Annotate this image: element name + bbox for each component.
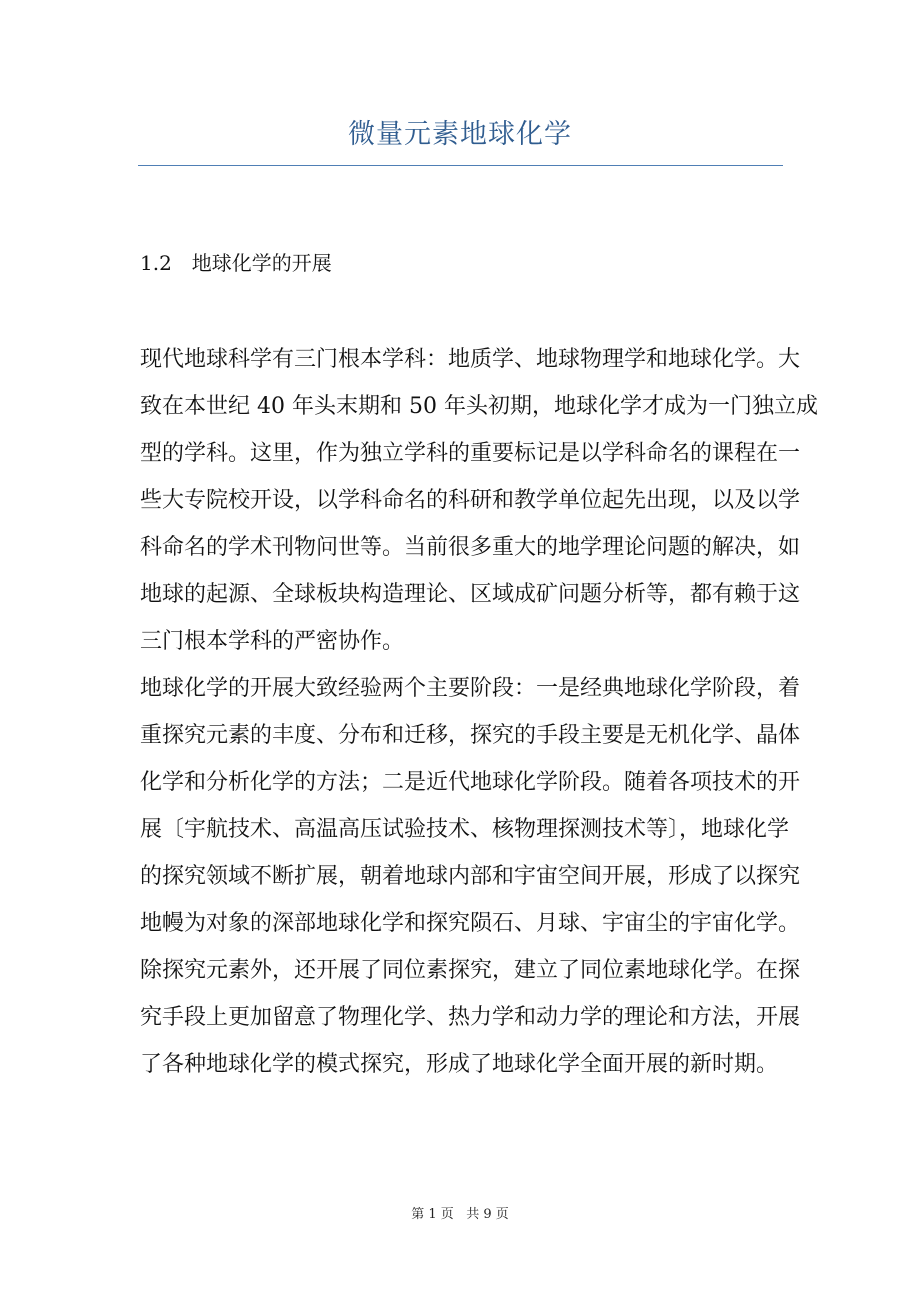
text-line: 现代地球科学有三门根本学科：地质学、地球物理学和地球化学。大 [140, 347, 801, 372]
text-line: 型的学科。这里，作为独立学科的重要标记是以学科命名的课程在一 [140, 441, 801, 466]
text-line: 科命名的学术刊物问世等。当前很多重大的地学理论问题的解决，如 [140, 535, 801, 560]
text-line: 了各种地球化学的模式探究，形成了地球化学全面开展的新时期。 [140, 1052, 779, 1077]
text-line: 些大专院校开设，以学科命名的科研和教学单位起先出现，以及以学 [140, 488, 801, 513]
text-line: 除探究元素外，还开展了同位素探究，建立了同位素地球化学。在探 [140, 958, 801, 983]
text-line: 地幔为对象的深部地球化学和探究陨石、月球、宇宙尘的宇宙化学。 [140, 911, 801, 936]
text-line: 三门根本学科的严密协作。 [140, 629, 405, 654]
page-footer: 第 1 页 共 9 页 [411, 1207, 509, 1222]
text-line: 地球化学的开展大致经验两个主要阶段：一是经典地球化学阶段，着 [140, 676, 801, 701]
text-line: 展〔宇航技术、高温高压试验技术、核物理探测技术等〕，地球化学 [140, 817, 790, 842]
text-line: 致在本世纪 40 年头末期和 50 年头初期，地球化学才成为一门独立成 [140, 394, 818, 419]
page-title: 微量元素地球化学 [348, 119, 572, 150]
text-line: 重探究元素的丰度、分布和迁移，探究的手段主要是无机化学、晶体 [140, 723, 801, 748]
text-line: 化学和分析化学的方法；二是近代地球化学阶段。随着各项技术的开 [140, 770, 801, 795]
body-text [140, 336, 818, 1088]
section-heading: 1.2 地球化学的开展 [140, 251, 332, 275]
text-line: 的探究领域不断扩展，朝着地球内部和宇宙空间开展，形成了以探究 [140, 864, 801, 889]
text-line: 究手段上更加留意了物理化学、热力学和动力学的理论和方法，开展 [140, 1005, 801, 1030]
text-line: 地球的起源、全球板块构造理论、区域成矿问题分析等，都有赖于这 [140, 582, 801, 607]
title-divider [138, 165, 783, 166]
